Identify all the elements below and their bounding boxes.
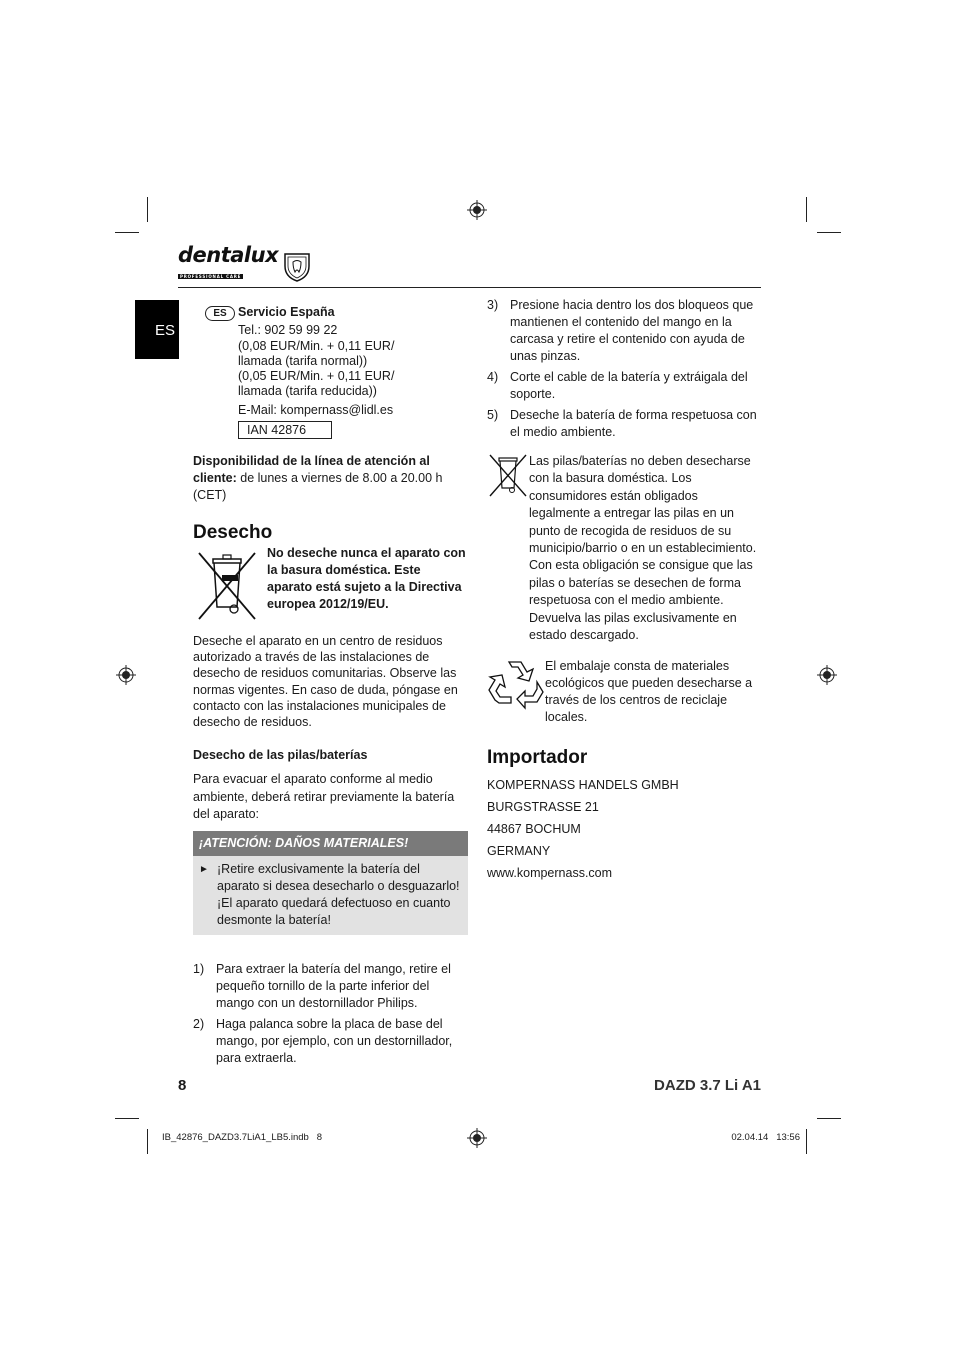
crossed-bin-icon	[487, 452, 529, 498]
section-heading-importador: Importador	[487, 747, 588, 769]
crop-mark	[817, 232, 841, 233]
crop-mark	[115, 1118, 139, 1119]
battery-notice	[487, 453, 762, 644]
crop-mark	[806, 197, 807, 222]
service-email: E-Mail: kompernass@lidl.es	[238, 403, 394, 417]
importer-company: KOMPERNASS HANDELS GMBH	[487, 778, 679, 793]
brand-name: dentalux	[178, 243, 279, 267]
model-name: DAZD 3.7 Li A1	[654, 1077, 761, 1094]
registration-mark-icon	[467, 1128, 487, 1148]
registration-mark-icon	[467, 200, 487, 220]
weee-notice	[193, 546, 468, 621]
header-rule	[178, 287, 761, 288]
service-block	[193, 304, 468, 439]
importer-address	[487, 774, 762, 884]
packaging-note: El embalaje consta de materiales ecológicos que pueden desecharse a través de los centros de reciclaje locales.	[545, 659, 753, 725]
availability-hours: de lunes a viernes de 8.00 a 20.00 h (CET)	[193, 471, 443, 502]
packaging-notice	[487, 658, 762, 726]
crop-mark	[115, 232, 139, 233]
service-rate-line: llamada (tarifa reducida))	[238, 384, 377, 398]
importer-city: 44867 BOCHUM	[487, 822, 581, 837]
registration-mark-icon	[817, 665, 837, 685]
section-heading-desecho: Desecho	[193, 522, 273, 543]
service-title: Servicio España	[238, 305, 335, 319]
right-column	[487, 297, 762, 884]
ian-box: IAN 42876	[238, 421, 332, 439]
crop-mark	[817, 1118, 841, 1119]
weee-bold-note: No deseche nunca el aparato con la basura doméstica. Este aparato está sujeto a la Directiva europea 2012/19/EU.	[267, 546, 466, 611]
registration-mark-icon	[116, 665, 136, 685]
crop-mark	[147, 1129, 148, 1154]
page-number: 8	[178, 1077, 187, 1094]
crop-mark	[147, 197, 148, 222]
availability-label: Disponibilidad de la línea de atención al cliente:	[193, 454, 430, 485]
country-pill: ES	[205, 306, 235, 321]
service-rate-line: llamada (tarifa normal))	[238, 354, 368, 368]
bullet-arrow-icon: ►	[199, 863, 209, 875]
list-item: 2) Haga palanca sobre la placa de base del mango, por ejemplo, con un destornillador, para extraerla.	[193, 1016, 453, 1065]
crop-mark	[806, 1129, 807, 1154]
service-rate-line: (0,08 EUR/Min. + 0,11 EUR/	[238, 339, 395, 353]
battery-subheading: Desecho de las pilas/baterías	[193, 748, 368, 763]
slug-date: 02.04.14 13:56	[731, 1132, 800, 1143]
recycle-icon	[487, 658, 544, 710]
crossed-bin-icon	[193, 549, 261, 621]
shield-tooth-icon	[282, 251, 312, 283]
importer-website: www.kompernass.com	[487, 866, 613, 881]
warning-box	[193, 831, 468, 935]
list-item: 3) Presione hacia dentro los dos bloqueos que mantienen el contenido del mango en la carcasa y retire el contenido con ayuda de unas pinzas.	[487, 298, 754, 363]
importer-country: GERMANY	[487, 844, 551, 859]
importer-street: BURGSTRASSE 21	[487, 800, 599, 815]
list-item: 4) Corte el cable de la batería y extráigala del soporte.	[487, 370, 748, 401]
steps-list-right	[487, 297, 762, 441]
battery-note: Las pilas/baterías no deben desecharse con la basura doméstica. Los consumidores están obligados legalmente a entregar las pilas en un punto de recogida de residuos de su municipio/barrio o en un establecimiento. Con esta obligación se consigue que las pilas o baterías se desechen de forma respetuosa con el medio ambiente. Devuelva las pilas exclusivamente en estado descargado.	[529, 454, 757, 643]
brand-tagline: PROFESSIONAL CARE	[180, 274, 242, 279]
disposal-paragraph: Deseche el aparato en un centro de residuos autorizado a través de las instalaciones de desecho de residuos comunitarias. Observe las normas vigentes. En caso de duda, póngase en contacto con las instalaciones municipales de desecho de residuos.	[193, 634, 458, 730]
steps-list-left	[193, 961, 468, 1067]
availability-text	[193, 453, 468, 504]
list-item: 5) Deseche la batería de forma respetuosa con el medio ambiente.	[487, 408, 757, 439]
list-item: 1) Para extraer la batería del mango, retire el pequeño tornillo de la parte inferior del mango con un destornillador Philips.	[193, 961, 451, 1010]
slug-filename: IB_42876_DAZD3.7LiA1_LB5.indb 8	[162, 1132, 323, 1143]
warning-text: ¡Retire exclusivamente la batería del aparato si desea desecharlo o desguazarlo! ¡El aparato quedará defectuoso en cuanto desmonte la batería!	[217, 861, 460, 927]
warning-title: ¡ATENCIÓN: DAÑOS MATERIALES!	[193, 831, 468, 856]
battery-paragraph: Para evacuar el aparato conforme al medio ambiente, deberá retirar previamente la batería del aparato:	[193, 772, 455, 822]
brand-logo	[178, 245, 312, 283]
service-rate-line: (0,05 EUR/Min. + 0,11 EUR/	[238, 369, 395, 383]
language-tab: ES	[135, 300, 179, 359]
service-phone: Tel.: 902 59 99 22	[238, 323, 338, 337]
left-column	[193, 304, 468, 1071]
